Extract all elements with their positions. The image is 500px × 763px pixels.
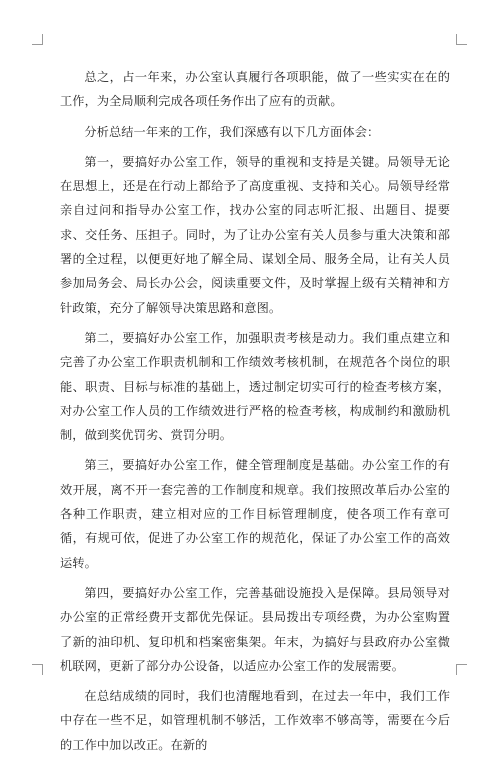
crop-mark-bottom-left xyxy=(32,664,43,675)
paragraph-third: 第三，要搞好办公室工作，健全管理制度是基础。办公室工作的有效开展，离不开一套完善的工作制度和规章。我们按照改革后办公室的各种工作职责，建立相对应的工作目标管理制度，使各项工作有章可循，有规可依，促进了办公室工作的规范化，保证了办公室工作的高效运转。 xyxy=(60,458,450,570)
crop-mark-bottom-right xyxy=(456,664,467,675)
paragraph-first: 第一，要搞好办公室工作，领导的重视和支持是关键。局领导无论在思想上，还是在行动上都给予了高度重视、支持和关心。局领导经常亲自过问和指导办公室工作，找办公室的同志听汇报、出题目、提要求、交任务、压担子。同时，为了让办公室有关人员参与重大决策和部署的全过程，以便更好地了解全局、谋划全局、服务全局，让有关人员参加局务会、局长办公会，阅读重要文件，及时掌握上级有关精神和方针政策，充分了解领导决策思路和意图。 xyxy=(60,154,450,315)
paragraph-intro: 分析总结一年来的工作，我们深感有以下几方面体会： xyxy=(84,124,380,139)
paragraph-shortcomings: 在总结成绩的同时，我们也清醒地看到，在过去一年中，我们工作中存在一些不足，如管理机制不够活，工作效率不够高等，需要在今后的工作中加以改正。在新的 xyxy=(60,689,450,752)
paragraph-fourth: 第四，要搞好办公室工作，完善基础设施投入是保障。县局领导对办公室的正常经费开支都优先保证。县局拨出专项经费，为办公室购置了新的油印机、复印机和档案密集架。年末，为搞好与县政府办公室微机联网，更新了部分办公设备，以适应办公室工作的发展需要。 xyxy=(60,585,450,673)
paragraph-summary: 总之，占一年来，办公室认真履行各项职能，做了一些实实在在的工作，为全局顺利完成各项任务作出了应有的贡献。 xyxy=(60,70,450,109)
crop-mark-top-right xyxy=(456,34,467,45)
crop-mark-top-left xyxy=(32,34,43,45)
document-body xyxy=(60,65,450,763)
paragraph-second: 第二，要搞好办公室工作，加强职责考核是动力。我们重点建立和完善了办公室工作职责机制和工作绩效考核机制，在规范各个岗位的职能、职责、目标与标准的基础上，透过制定切实可行的检查考核方案，对办公室工作人员的工作绩效进行严格的检查考核，构成制约和激励机制，做到奖优罚劣、赏罚分明。 xyxy=(60,330,450,443)
